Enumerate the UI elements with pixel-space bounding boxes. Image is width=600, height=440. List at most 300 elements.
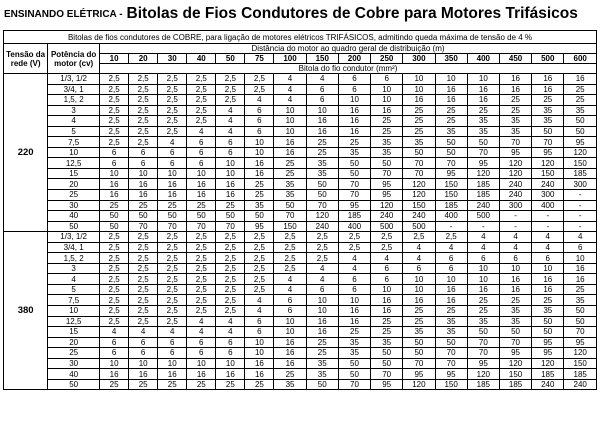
gauge-cell: 50 [274,200,306,211]
gauge-cell: 4 [274,284,306,295]
table-row [4,348,597,359]
gauge-cell: 16 [338,126,370,137]
gauge-cell: 10 [306,306,338,317]
gauge-cell: 2,5 [129,274,158,285]
gauge-cell: 4 [371,253,403,264]
gauge-cell: 120 [403,379,435,390]
gauge-cell: 50 [100,211,129,222]
gauge-cell: 50 [499,327,531,338]
gauge-cell: 10 [100,168,129,179]
gauge-cell: 2,5 [129,105,158,116]
distance-cell: 350 [435,54,467,64]
gauge-cell: 6 [338,274,370,285]
power-cell: 10 [48,147,100,158]
gauge-cell: 35 [306,369,338,380]
voltage-header-text: Tensão da rede (V) [6,49,46,68]
gauge-cell: - [467,221,499,232]
table-row [4,105,597,116]
power-cell: 4 [48,116,100,127]
gauge-cell: 2,5 [274,232,306,243]
gauge-cell: 10 [435,74,467,85]
gauge-cell: 2,5 [216,84,245,95]
gauge-cell: 10 [338,95,370,106]
gauge-cell: 16 [403,295,435,306]
gauge-cell: 35 [403,137,435,148]
power-cell: 30 [48,200,100,211]
gauge-cell: 25 [216,200,245,211]
gauge-cell: 16 [158,190,187,201]
gauge-cell: 10 [245,147,274,158]
gauge-cell: 300 [564,179,597,190]
gauge-cell: 16 [245,168,274,179]
gauge-cell: 2,5 [129,126,158,137]
gauge-cell: 50 [371,348,403,359]
gauge-cell: 2,5 [100,137,129,148]
gauge-cell: 240 [499,190,531,201]
gauge-cell: 70 [338,379,370,390]
gauge-cell: 25 [564,95,597,106]
gauge-cell: 16 [100,369,129,380]
gauge-cell: 6 [467,253,499,264]
power-cell: 12,5 [48,158,100,169]
distance-cell: 600 [564,54,597,64]
gauge-cell: 35 [306,358,338,369]
gauge-cell: 6 [371,274,403,285]
gauge-cell: 25 [403,306,435,317]
gauge-cell: 25 [499,295,531,306]
gauge-cell: 2,5 [338,232,370,243]
gauge-cell: 300 [499,200,531,211]
wire-gauge-table [3,30,597,390]
table-row [4,327,597,338]
power-cell: 10 [48,306,100,317]
power-cell: 15 [48,168,100,179]
gauge-cell: - [532,221,564,232]
gauge-cell: 35 [274,190,306,201]
gauge-cell: 70 [467,348,499,359]
gauge-cell: 240 [371,211,403,222]
gauge-cell: 16 [371,306,403,317]
gauge-cell: 25 [371,116,403,127]
gauge-cell: 50 [371,358,403,369]
gauge-cell: 35 [274,379,306,390]
gauge-cell: 6 [274,306,306,317]
gauge-cell: 500 [371,221,403,232]
gauge-cell: 2,5 [129,295,158,306]
gauge-cell: 16 [338,116,370,127]
power-cell: 50 [48,221,100,232]
gauge-cell: 2,5 [158,295,187,306]
gauge-cell: 16 [129,179,158,190]
gauge-cell: 16 [100,190,129,201]
gauge-cell: 150 [564,358,597,369]
gauge-cell: 2,5 [274,253,306,264]
gauge-cell: 95 [499,147,531,158]
gauge-cell: 120 [564,348,597,359]
wire-gauge-table-container [3,30,597,390]
gauge-cell: 10 [274,316,306,327]
gauge-cell: 4 [216,316,245,327]
gauge-cell: - [564,221,597,232]
table-row [4,200,597,211]
gauge-cell: 70 [158,221,187,232]
gauge-cell: 6 [187,137,216,148]
gauge-cell: 185 [499,379,531,390]
gauge-cell: 25 [499,105,531,116]
gauge-cell: 16 [129,369,158,380]
gauge-cell: 10 [403,84,435,95]
gauge-cell: 2,5 [129,232,158,243]
gauge-cell: 95 [403,369,435,380]
gauge-cell: 35 [338,337,370,348]
gauge-cell: 25 [403,105,435,116]
gauge-cell: 25 [274,158,306,169]
table-row [4,74,597,85]
gauge-cell: 4 [467,242,499,253]
gauge-cell: 10 [499,263,531,274]
gauge-cell: 4 [274,274,306,285]
gauge-cell: 2,5 [187,232,216,243]
gauge-cell: 25 [564,84,597,95]
gauge-cell: 35 [532,116,564,127]
gauge-cell: 4 [187,327,216,338]
gauge-cell: 16 [158,369,187,380]
gauge-cell: 10 [187,358,216,369]
gauge-cell: 150 [532,168,564,179]
page-header [0,0,600,28]
gauge-cell: 10 [371,95,403,106]
gauge-cell: 4 [564,232,597,243]
gauge-cell: 35 [467,126,499,137]
gauge-cell: 16 [467,95,499,106]
gauge-cell: 240 [499,179,531,190]
table-row [4,284,597,295]
gauge-cell: 25 [245,179,274,190]
power-cell: 1,5, 2 [48,253,100,264]
gauge-cell: 2,5 [100,74,129,85]
gauge-cell: 2,5 [100,232,129,243]
gauge-cell: 35 [245,200,274,211]
gauge-cell: 4 [187,126,216,137]
gauge-cell: 10 [129,358,158,369]
gauge-cell: 95 [564,337,597,348]
gauge-cell: 120 [467,168,499,179]
gauge-cell: 16 [274,137,306,148]
table-row [4,179,597,190]
gauge-cell: 16 [274,348,306,359]
table-caption-row [4,31,597,44]
gauge-cell: 50 [435,147,467,158]
table-row [4,316,597,327]
gauge-cell: 95 [371,379,403,390]
gauge-cell: 50 [371,158,403,169]
gauge-cell: 50 [532,126,564,137]
power-cell: 15 [48,327,100,338]
gauge-cell: 2,5 [245,242,274,253]
table-row [4,306,597,317]
gauge-cell: 25 [100,200,129,211]
gauge-cell: 35 [338,348,370,359]
gauge-cell: 25 [216,379,245,390]
gauge-cell: 150 [499,369,531,380]
gauge-cell: 2,5 [274,263,306,274]
gauge-cell: 50 [129,211,158,222]
gauge-cell: 50 [435,337,467,348]
gauge-cell: 10 [216,158,245,169]
gauge-cell: 35 [532,105,564,116]
gauge-cell: 2,5 [216,306,245,317]
gauge-cell: 35 [499,316,531,327]
gauge-cell: 16 [435,295,467,306]
gauge-cell: 35 [306,158,338,169]
gauge-cell: 70 [187,221,216,232]
gauge-cell: 50 [245,211,274,222]
gauge-cell: 4 [129,327,158,338]
gauge-cell: 4 [338,253,370,264]
gauge-cell: 6 [245,327,274,338]
gauge-cell: 150 [274,221,306,232]
gauge-cell: 16 [499,284,531,295]
gauge-cell: 16 [499,84,531,95]
gauge-cell: 10 [403,74,435,85]
power-cell: 20 [48,179,100,190]
gauge-cell: 240 [403,211,435,222]
gauge-cell: 50 [338,158,370,169]
gauge-cell: 2,5 [129,306,158,317]
gauge-cell: 2,5 [129,316,158,327]
gauge-cell: 185 [338,211,370,222]
gauge-cell: 50 [403,348,435,359]
gauge-cell: 2,5 [158,74,187,85]
gauge-cell: 50 [100,221,129,232]
power-header-text: Potência do motor (cv) [50,49,97,68]
gauge-cell: 2,5 [158,263,187,274]
gauge-cell: 2,5 [338,242,370,253]
gauge-cell: 16 [306,316,338,327]
gauge-cell: 2,5 [245,274,274,285]
gauge-cell: 25 [274,369,306,380]
gauge-cell: 2,5 [187,105,216,116]
gauge-cell: 120 [499,168,531,179]
gauge-cell: 6 [532,253,564,264]
gauge-cell: 2,5 [216,232,245,243]
gauge-cell: 50 [306,379,338,390]
gauge-cell: 70 [403,168,435,179]
gauge-cell: 2,5 [158,126,187,137]
gauge-cell: 50 [187,211,216,222]
gauge-cell: 2,5 [245,253,274,264]
gauge-cell: 2,5 [100,253,129,264]
gauge-cell: 4 [306,74,338,85]
gauge-cell: 240 [467,200,499,211]
gauge-cell: 150 [564,158,597,169]
gauge-cell: 10 [274,116,306,127]
gauge-cell: 2,5 [371,232,403,243]
gauge-cell: 120 [532,358,564,369]
gauge-cell: 2,5 [403,232,435,243]
table-row [4,369,597,380]
gauge-cell: 2,5 [129,284,158,295]
gauge-cell: 2,5 [274,242,306,253]
gauge-cell: 4 [274,74,306,85]
table-row [4,263,597,274]
gauge-cell: - [435,221,467,232]
gauge-cell: 6 [129,337,158,348]
gauge-cell: 16 [564,74,597,85]
gauge-cell: 2,5 [100,316,129,327]
gauge-cell: 4 [216,105,245,116]
gauge-cell: 2,5 [158,242,187,253]
gauge-cell: 2,5 [100,242,129,253]
gauge-cell: 16 [100,179,129,190]
gauge-cell: 50 [403,337,435,348]
gauge-cell: 10 [467,263,499,274]
gauge-cell: 95 [245,221,274,232]
gauge-cell: 70 [499,337,531,348]
gauge-cell: 4 [435,242,467,253]
gauge-cell: 2,5 [158,253,187,264]
gauge-cell: 95 [532,147,564,158]
gauge-cell: 120 [306,211,338,222]
distance-cell: 450 [499,54,531,64]
gauge-cell: 25 [435,116,467,127]
gauge-cell: 16 [306,126,338,137]
power-cell: 5 [48,126,100,137]
gauge-cell: 2,5 [129,137,158,148]
gauge-cell: 2,5 [435,232,467,243]
power-cell: 3/4, 1 [48,242,100,253]
gauge-cell: 25 [403,316,435,327]
power-column-header [48,44,100,74]
table-row [4,190,597,201]
gauge-cell: 25 [338,137,370,148]
gauge-cell: 6 [100,337,129,348]
table-row [4,337,597,348]
gauge-cell: 6 [216,348,245,359]
gauge-cell: 70 [338,179,370,190]
gauge-cell: 240 [306,221,338,232]
gauge-cell: 16 [435,95,467,106]
distance-cell: 40 [187,54,216,64]
gauge-cell: 6 [187,348,216,359]
gauge-cell: 50 [564,116,597,127]
gauge-cell: 10 [532,263,564,274]
gauge-cell: 4 [100,327,129,338]
table-row [4,126,597,137]
gauge-cell: 10 [467,274,499,285]
gauge-cell: 2,5 [187,284,216,295]
gauge-cell: - [564,190,597,201]
gauge-cell: 10 [129,168,158,179]
gauge-cell: 2,5 [129,253,158,264]
gauge-cell: 25 [467,105,499,116]
gauge-cell: 10 [306,295,338,306]
gauge-cell: 16 [306,327,338,338]
gauge-cell: 185 [467,190,499,201]
gauge-cell: 70 [274,211,306,222]
gauge-cell: 2,5 [158,284,187,295]
voltage-cell: 380 [4,232,48,390]
gauge-cell: 70 [499,137,531,148]
gauge-cell: 25 [371,316,403,327]
gauge-cell: 2,5 [158,274,187,285]
gauge-cell: 6 [158,158,187,169]
power-cell: 1/3, 1/2 [48,74,100,85]
gauge-cell: 25 [467,295,499,306]
gauge-cell: 2,5 [158,116,187,127]
gauge-cell: 35 [499,126,531,137]
gauge-cell: 120 [403,179,435,190]
gauge-cell: 6 [245,126,274,137]
table-row [4,137,597,148]
gauge-cell: 6 [338,74,370,85]
table-caption: Bitolas de fios condutores de COBRE, para ligação de motores elétricos TRIFÁSICOS, admitindo queda máxima de tensão de 4 % [4,31,597,44]
gauge-cell: 500 [467,211,499,222]
gauge-cell: 70 [371,168,403,179]
gauge-cell: 6 [158,147,187,158]
gauge-cell: 2,5 [245,74,274,85]
gauge-cell: 16 [338,316,370,327]
gauge-cell: 35 [306,168,338,179]
gauge-cell: 16 [187,369,216,380]
power-cell: 20 [48,337,100,348]
gauge-cell: 16 [564,263,597,274]
gauge-cell: 2,5 [129,84,158,95]
table-row [4,116,597,127]
distance-cell: 20 [129,54,158,64]
gauge-cell: 120 [467,369,499,380]
power-cell: 40 [48,211,100,222]
gauge-cell: 25 [564,284,597,295]
gauge-cell: 10 [274,327,306,338]
table-row [4,358,597,369]
gauge-cell: 10 [371,84,403,95]
power-cell: 1,5, 2 [48,95,100,106]
gauge-cell: 25 [306,337,338,348]
gauge-cell: 6 [158,337,187,348]
gauge-cell: 2,5 [216,95,245,106]
gauge-cell: 25 [129,200,158,211]
gauge-cell: 70 [435,358,467,369]
gauge-cell: 2,5 [158,232,187,243]
gauge-cell: 16 [499,274,531,285]
gauge-cell: 35 [371,147,403,158]
gauge-cell: 2,5 [216,263,245,274]
gauge-cell: 185 [564,168,597,179]
gauge-cell: 2,5 [245,284,274,295]
gauge-cell: 16 [532,274,564,285]
gauge-cell: 16 [371,295,403,306]
gauge-cell: 400 [338,221,370,232]
distance-cell: 100 [274,54,306,64]
distance-header: Distância do motor ao quadro geral de distribuição (m) [100,44,597,54]
gauge-cell: 4 [245,306,274,317]
gauge-cell: 35 [467,116,499,127]
power-cell: 40 [48,369,100,380]
gauge-cell: 16 [499,74,531,85]
gauge-cell: 10 [216,168,245,179]
gauge-cell: 6 [245,116,274,127]
page-title: Bitolas de Fios Condutores de Cobre para Motores Trifásicos [126,5,578,22]
gauge-cell: 2,5 [187,95,216,106]
conductor-header: Bitola do fio condutor (mm²) [100,64,597,74]
gauge-cell: 25 [306,147,338,158]
gauge-cell: 95 [467,158,499,169]
gauge-cell: 2,5 [216,253,245,264]
gauge-cell: 6 [403,263,435,274]
gauge-cell: 6 [371,263,403,274]
gauge-cell: 6 [100,348,129,359]
